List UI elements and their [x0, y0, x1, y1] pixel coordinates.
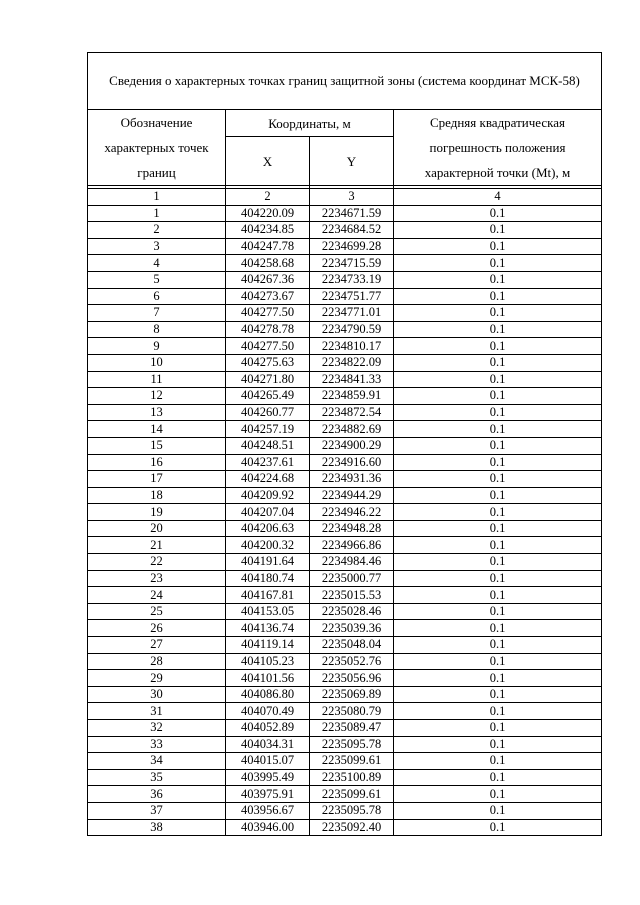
table-title: Сведения о характерных точках границ защитной зоны (система координат МСК-58) [88, 53, 602, 110]
table-row [88, 603, 602, 620]
x-coordinate-cell: 404015.07 [226, 753, 310, 770]
header-designation: Обозначение характерных точек границ [88, 110, 226, 186]
table-row [88, 819, 602, 836]
point-number-cell: 22 [88, 554, 226, 571]
column-number: 4 [394, 189, 602, 206]
table-row [88, 736, 602, 753]
y-coordinate-cell: 2234841.33 [310, 371, 394, 388]
error-cell: 0.1 [394, 371, 602, 388]
table-row [88, 321, 602, 338]
point-number-cell: 10 [88, 354, 226, 371]
table-row [88, 222, 602, 239]
column-number: 2 [226, 189, 310, 206]
point-number-cell: 32 [88, 720, 226, 737]
point-number-cell: 33 [88, 736, 226, 753]
error-cell: 0.1 [394, 305, 602, 322]
error-cell: 0.1 [394, 222, 602, 239]
column-number-row [88, 189, 602, 206]
error-cell: 0.1 [394, 487, 602, 504]
point-number-cell: 27 [88, 637, 226, 654]
table-row [88, 554, 602, 571]
x-coordinate-cell: 404247.78 [226, 238, 310, 255]
x-coordinate-cell: 404119.14 [226, 637, 310, 654]
table-row [88, 388, 602, 405]
x-coordinate-cell: 404273.67 [226, 288, 310, 305]
error-cell: 0.1 [394, 404, 602, 421]
error-cell: 0.1 [394, 670, 602, 687]
x-coordinate-cell: 403956.67 [226, 802, 310, 819]
table-row [88, 637, 602, 654]
y-coordinate-cell: 2235028.46 [310, 603, 394, 620]
y-coordinate-cell: 2235100.89 [310, 769, 394, 786]
error-cell: 0.1 [394, 686, 602, 703]
y-coordinate-cell: 2234751.77 [310, 288, 394, 305]
x-coordinate-cell: 404167.81 [226, 587, 310, 604]
y-coordinate-cell: 2235099.61 [310, 786, 394, 803]
y-coordinate-cell: 2234671.59 [310, 205, 394, 222]
x-coordinate-cell: 404258.68 [226, 255, 310, 272]
point-number-cell: 21 [88, 537, 226, 554]
x-coordinate-cell: 404105.23 [226, 653, 310, 670]
y-coordinate-cell: 2234944.29 [310, 487, 394, 504]
x-coordinate-cell: 404207.04 [226, 504, 310, 521]
error-cell: 0.1 [394, 421, 602, 438]
error-cell: 0.1 [394, 437, 602, 454]
y-coordinate-cell: 2235069.89 [310, 686, 394, 703]
x-coordinate-cell: 404277.50 [226, 305, 310, 322]
point-number-cell: 12 [88, 388, 226, 405]
point-number-cell: 20 [88, 520, 226, 537]
x-coordinate-cell: 404052.89 [226, 720, 310, 737]
x-coordinate-cell: 404224.68 [226, 471, 310, 488]
y-coordinate-cell: 2235092.40 [310, 819, 394, 836]
y-coordinate-cell: 2235095.78 [310, 802, 394, 819]
table-row [88, 487, 602, 504]
error-cell: 0.1 [394, 653, 602, 670]
point-number-cell: 38 [88, 819, 226, 836]
error-cell: 0.1 [394, 271, 602, 288]
error-cell: 0.1 [394, 587, 602, 604]
point-number-cell: 8 [88, 321, 226, 338]
x-coordinate-cell: 404237.61 [226, 454, 310, 471]
table-row [88, 504, 602, 521]
y-coordinate-cell: 2234684.52 [310, 222, 394, 239]
y-coordinate-cell: 2235056.96 [310, 670, 394, 687]
table-row [88, 769, 602, 786]
error-cell: 0.1 [394, 354, 602, 371]
y-coordinate-cell: 2234916.60 [310, 454, 394, 471]
x-coordinate-cell: 404153.05 [226, 603, 310, 620]
x-coordinate-cell: 404267.36 [226, 271, 310, 288]
point-number-cell: 13 [88, 404, 226, 421]
y-coordinate-cell: 2234900.29 [310, 437, 394, 454]
point-number-cell: 5 [88, 271, 226, 288]
x-coordinate-cell: 404180.74 [226, 570, 310, 587]
x-coordinate-cell: 404234.85 [226, 222, 310, 239]
y-coordinate-cell: 2235099.61 [310, 753, 394, 770]
error-cell: 0.1 [394, 537, 602, 554]
point-number-cell: 7 [88, 305, 226, 322]
x-coordinate-cell: 404209.92 [226, 487, 310, 504]
y-coordinate-cell: 2234984.46 [310, 554, 394, 571]
point-number-cell: 16 [88, 454, 226, 471]
y-coordinate-cell: 2234931.36 [310, 471, 394, 488]
error-cell: 0.1 [394, 338, 602, 355]
y-coordinate-cell: 2234699.28 [310, 238, 394, 255]
point-number-cell: 11 [88, 371, 226, 388]
x-coordinate-cell: 404200.32 [226, 537, 310, 554]
point-number-cell: 23 [88, 570, 226, 587]
table-row [88, 238, 602, 255]
table-row [88, 670, 602, 687]
x-coordinate-cell: 404260.77 [226, 404, 310, 421]
point-number-cell: 29 [88, 670, 226, 687]
error-cell: 0.1 [394, 736, 602, 753]
error-cell: 0.1 [394, 321, 602, 338]
table-row [88, 620, 602, 637]
error-cell: 0.1 [394, 471, 602, 488]
point-number-cell: 35 [88, 769, 226, 786]
error-cell: 0.1 [394, 205, 602, 222]
y-coordinate-cell: 2234790.59 [310, 321, 394, 338]
y-coordinate-cell: 2234822.09 [310, 354, 394, 371]
error-cell: 0.1 [394, 603, 602, 620]
x-coordinate-cell: 403995.49 [226, 769, 310, 786]
x-coordinate-cell: 403975.91 [226, 786, 310, 803]
point-number-cell: 14 [88, 421, 226, 438]
table-row [88, 802, 602, 819]
point-number-cell: 34 [88, 753, 226, 770]
x-coordinate-cell: 404034.31 [226, 736, 310, 753]
point-number-cell: 18 [88, 487, 226, 504]
x-coordinate-cell: 404271.80 [226, 371, 310, 388]
header-coordinates: Координаты, м [226, 110, 394, 137]
y-coordinate-cell: 2235089.47 [310, 720, 394, 737]
table-row [88, 205, 602, 222]
error-cell: 0.1 [394, 819, 602, 836]
x-coordinate-cell: 404220.09 [226, 205, 310, 222]
table-row [88, 753, 602, 770]
column-number: 3 [310, 189, 394, 206]
error-cell: 0.1 [394, 454, 602, 471]
table-row [88, 703, 602, 720]
x-coordinate-cell: 404257.19 [226, 421, 310, 438]
y-coordinate-cell: 2234771.01 [310, 305, 394, 322]
y-coordinate-cell: 2235000.77 [310, 570, 394, 587]
x-coordinate-cell: 404101.56 [226, 670, 310, 687]
table-row [88, 437, 602, 454]
x-coordinate-cell: 404277.50 [226, 338, 310, 355]
point-number-cell: 17 [88, 471, 226, 488]
error-cell: 0.1 [394, 570, 602, 587]
y-coordinate-cell: 2234872.54 [310, 404, 394, 421]
y-coordinate-cell: 2234946.22 [310, 504, 394, 521]
table-row [88, 537, 602, 554]
error-cell: 0.1 [394, 255, 602, 272]
table-row [88, 520, 602, 537]
header-y: Y [310, 137, 394, 186]
point-number-cell: 6 [88, 288, 226, 305]
point-number-cell: 24 [88, 587, 226, 604]
point-number-cell: 37 [88, 802, 226, 819]
point-number-cell: 1 [88, 205, 226, 222]
table-row [88, 570, 602, 587]
error-cell: 0.1 [394, 703, 602, 720]
table-row [88, 720, 602, 737]
error-cell: 0.1 [394, 769, 602, 786]
error-cell: 0.1 [394, 520, 602, 537]
error-cell: 0.1 [394, 786, 602, 803]
header-error: Средняя квадратическая погрешность положения характерной точки (Mt), м [394, 110, 602, 186]
x-coordinate-cell: 403946.00 [226, 819, 310, 836]
point-number-cell: 30 [88, 686, 226, 703]
y-coordinate-cell: 2235095.78 [310, 736, 394, 753]
y-coordinate-cell: 2235048.04 [310, 637, 394, 654]
x-coordinate-cell: 404136.74 [226, 620, 310, 637]
x-coordinate-cell: 404206.63 [226, 520, 310, 537]
table-row [88, 354, 602, 371]
error-cell: 0.1 [394, 504, 602, 521]
header-x: X [226, 137, 310, 186]
table-row [88, 653, 602, 670]
point-number-cell: 15 [88, 437, 226, 454]
table-row [88, 471, 602, 488]
y-coordinate-cell: 2234859.91 [310, 388, 394, 405]
table-row [88, 404, 602, 421]
x-coordinate-cell: 404265.49 [226, 388, 310, 405]
y-coordinate-cell: 2234882.69 [310, 421, 394, 438]
table-row [88, 421, 602, 438]
error-cell: 0.1 [394, 637, 602, 654]
y-coordinate-cell: 2234966.86 [310, 537, 394, 554]
table-row [88, 587, 602, 604]
y-coordinate-cell: 2234715.59 [310, 255, 394, 272]
point-number-cell: 9 [88, 338, 226, 355]
point-number-cell: 25 [88, 603, 226, 620]
x-coordinate-cell: 404275.63 [226, 354, 310, 371]
point-number-cell: 36 [88, 786, 226, 803]
error-cell: 0.1 [394, 620, 602, 637]
document-page [87, 52, 601, 836]
x-coordinate-cell: 404086.80 [226, 686, 310, 703]
table-row [88, 338, 602, 355]
table-row [88, 305, 602, 322]
point-number-cell: 31 [88, 703, 226, 720]
point-number-cell: 28 [88, 653, 226, 670]
point-number-cell: 19 [88, 504, 226, 521]
error-cell: 0.1 [394, 554, 602, 571]
column-number: 1 [88, 189, 226, 206]
table-row [88, 686, 602, 703]
y-coordinate-cell: 2235080.79 [310, 703, 394, 720]
y-coordinate-cell: 2235015.53 [310, 587, 394, 604]
table-row [88, 288, 602, 305]
x-coordinate-cell: 404191.64 [226, 554, 310, 571]
error-cell: 0.1 [394, 802, 602, 819]
table-row [88, 786, 602, 803]
x-coordinate-cell: 404248.51 [226, 437, 310, 454]
y-coordinate-cell: 2234948.28 [310, 520, 394, 537]
table-row [88, 454, 602, 471]
error-cell: 0.1 [394, 753, 602, 770]
error-cell: 0.1 [394, 720, 602, 737]
error-cell: 0.1 [394, 238, 602, 255]
point-number-cell: 2 [88, 222, 226, 239]
table-row [88, 371, 602, 388]
point-number-cell: 4 [88, 255, 226, 272]
y-coordinate-cell: 2235052.76 [310, 653, 394, 670]
boundary-points-table [87, 52, 602, 836]
y-coordinate-cell: 2234733.19 [310, 271, 394, 288]
x-coordinate-cell: 404070.49 [226, 703, 310, 720]
point-number-cell: 3 [88, 238, 226, 255]
y-coordinate-cell: 2235039.36 [310, 620, 394, 637]
y-coordinate-cell: 2234810.17 [310, 338, 394, 355]
table-row [88, 255, 602, 272]
error-cell: 0.1 [394, 388, 602, 405]
point-number-cell: 26 [88, 620, 226, 637]
table-row [88, 271, 602, 288]
error-cell: 0.1 [394, 288, 602, 305]
table-body [88, 189, 602, 836]
x-coordinate-cell: 404278.78 [226, 321, 310, 338]
